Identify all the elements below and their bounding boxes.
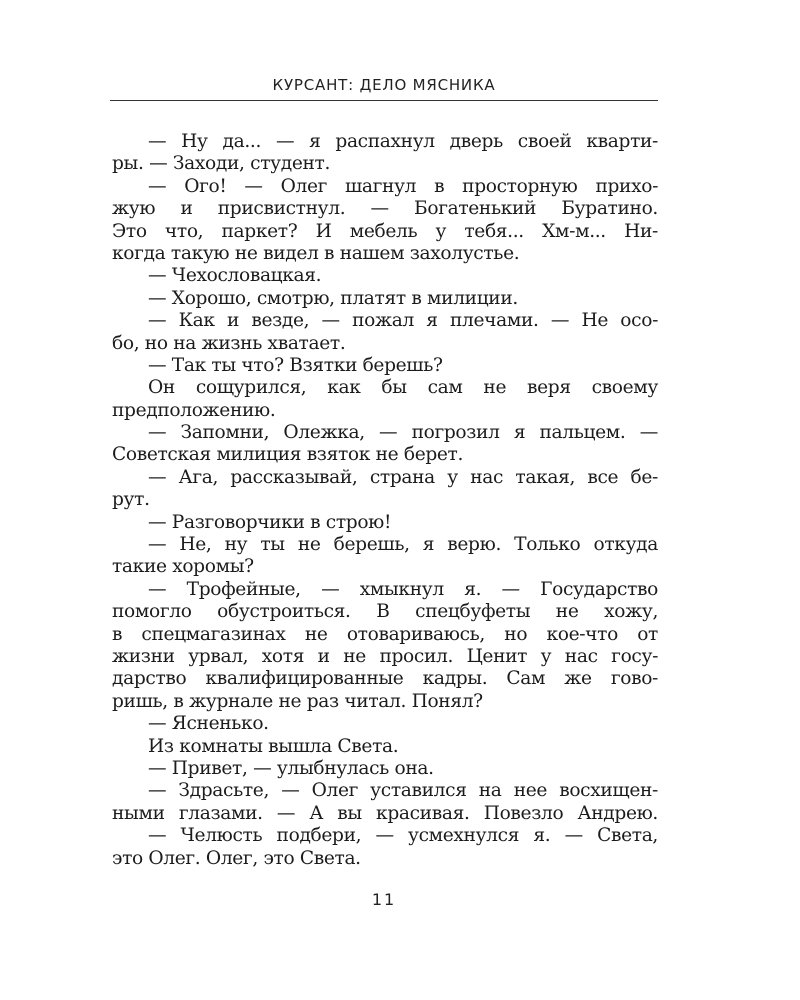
text-line: предположению.	[112, 399, 276, 421]
text-line: Из комнаты вышла Света.	[148, 735, 399, 757]
text-line: — Чехословацкая.	[148, 265, 322, 287]
text-line: Это что, паркет? И мебель у тебя... Хм-м... Ни-	[112, 220, 658, 242]
text-line: — Привет, — улыбнулась она.	[148, 757, 434, 779]
text-line: — Ясненько.	[148, 713, 269, 735]
text-line: — Запомни, Олежка, — погрозил я пальцем. —	[148, 422, 658, 444]
text-line: ришь, в журнале не раз читал. Понял?	[112, 690, 483, 712]
text-line: — Так ты что? Взятки берешь?	[148, 354, 443, 376]
page-number: 11	[371, 890, 397, 909]
text-line: дарство квалифицированные кадры. Сам же гово-	[112, 668, 658, 690]
text-line: Он сощурился, как бы сам не веря своему	[148, 377, 658, 399]
text-line: рут.	[112, 489, 150, 511]
text-line: — Ну да... — я распахнул дверь своей кварти-	[148, 131, 658, 152]
text-line: — Как и везде, — пожал я плечами. — Не осо-	[148, 310, 658, 332]
text-line: это Олег. Олег, это Света.	[112, 847, 361, 869]
body-text	[112, 131, 658, 870]
text-line: — Ага, рассказывай, страна у нас такая, все бе-	[148, 466, 658, 488]
text-line: — Хорошо, смотрю, платят в милиции.	[148, 287, 518, 309]
text-line: — Разговорчики в строю!	[148, 511, 392, 533]
text-line: — Не, ну ты не берешь, я верю. Только откуда	[148, 534, 658, 556]
text-line: Советская милиция взяток не берет.	[112, 444, 464, 466]
text-line: жизни урвал, хотя и не просил. Ценит у нас госу-	[112, 645, 658, 667]
text-line: когда такую не видел в нашем захолустье.	[112, 242, 520, 264]
text-line: такие хоромы?	[112, 556, 254, 578]
text-line: — Ого! — Олег шагнул в просторную прихо-	[148, 175, 658, 197]
text-line: — Трофейные, — хмыкнул я. — Государство	[148, 578, 658, 600]
text-line: — Челюсть подбери, — усмехнулся я. — Света,	[148, 825, 658, 847]
running-head-title: КУРСАНТ: ДЕЛО МЯСНИКА	[272, 76, 496, 94]
text-line: ными глазами. — А вы красивая. Повезло Андрею.	[112, 802, 658, 824]
text-line: жую и присвистнул. — Богатенький Буратино.	[112, 198, 658, 220]
text-line: — Здрасьте, — Олег уставился на нее восхищен-	[148, 780, 658, 802]
text-line: ры. — Заходи, студент.	[112, 153, 331, 175]
text-line: в спецмагазинах не отовариваюсь, но кое-что от	[112, 623, 658, 645]
text-line: бо, но на жизнь хватает.	[112, 332, 346, 354]
header-rule	[110, 100, 658, 101]
text-line: помогло обустроиться. В спецбуфеты не хожу,	[112, 601, 658, 623]
